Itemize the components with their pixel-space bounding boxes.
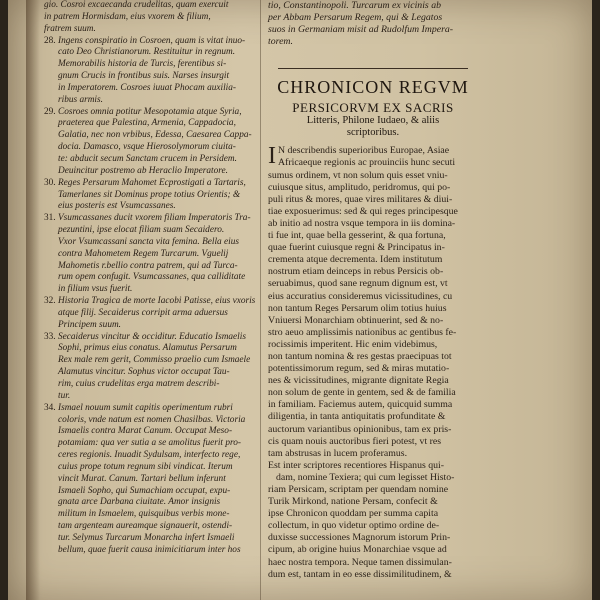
body-line: duxisse successiones Magnorum istorum Prin-: [268, 532, 451, 544]
toc-entry: [44, 296, 256, 332]
toc-entry-line: atque filij. Secaiderus corripit arma aduersus: [58, 307, 228, 318]
body-line: quae fuerint cuiusque regni & Principatus in-: [268, 242, 445, 254]
body-line: auctorum variantibus opinionibus, tam ex pris-: [268, 423, 452, 435]
toc-entry-line: coloris, vnde natum est nomen Chasilbas. Victoria: [58, 414, 246, 425]
toc-entry: [44, 213, 256, 296]
toc-entry-text: Ismael nouum sumit capitis operimentum rubri: [58, 402, 233, 413]
body-line: Est inter scriptores recentiores Hispanus qui-: [268, 459, 445, 471]
right-top-line: suos in Germaniam misit ad Rudolfum Impera-: [268, 24, 454, 36]
chronicon-title-block: [268, 68, 478, 139]
toc-entry-line: Ismaeli Sopho, qui Sumachiam occupat, expu-: [58, 485, 231, 496]
toc-entry-number: 31.: [44, 213, 56, 224]
body-line: tiae exposuerimus: sed & qui reges principesque: [268, 205, 458, 217]
toc-entry-line: docia. Damasco, vsque Hierosolymorum ciuita-: [58, 142, 236, 153]
toc-entry-number: 32.: [44, 296, 56, 307]
toc-entry-text: Ingens conspiratio in Cosroen, quam is vitat inuo-: [58, 35, 246, 46]
toc-entry-number: 29.: [44, 106, 56, 117]
toc-entry-line: [44, 213, 256, 225]
body-line: ab initio ad nostra vsque tempora in iis domina-: [268, 217, 456, 229]
toc-entry: [44, 177, 256, 214]
right-top-line: per Abbam Persarum Regem, qui & Legatos: [268, 12, 443, 24]
toc-entry-line: eius posteris est Vsumcassanes.: [58, 201, 176, 212]
body-line: crementa atque decrementa. Idem institutum: [268, 254, 443, 266]
body-line: N describendis superioribus Europae, Asiae: [278, 145, 450, 157]
toc-entry-line: cato Deo Christianorum. Restituitur in regnum.: [58, 47, 236, 58]
left-top-line: fratrem suum.: [44, 23, 96, 34]
body-line: stro aeuo amplissimis nationibus ac gentibus fe-: [268, 326, 457, 338]
toc-entry-line: in Imperatorem. Cosroes iuuat Phocam auxilia-: [58, 82, 236, 93]
body-line: ipse Chronicon quoddam per summa capita: [268, 508, 439, 520]
toc-entry-text: Secaiderus vincitur & occiditur. Educatio Ismaelis: [58, 331, 246, 342]
book-page: [8, 0, 592, 600]
toc-entry-line: Tamerlanes sit Dominus prope totius Orientis; &: [58, 189, 241, 200]
toc-entry-line: te: abducit secum Sanctam crucem in Persidem.: [58, 153, 237, 164]
right-top-line: torem.: [268, 36, 293, 48]
body-line: in familiam. Faciemus autem, quicquid summa: [268, 399, 453, 411]
toc-entry-text: Historia Tragica de morte Iacobi Patisse, eius vxoris: [58, 296, 256, 307]
toc-entry-text: Reges Persarum Mahomet Ecprostigati a Tartaris,: [58, 177, 246, 188]
toc-entry-line: militum in Ismaelem, quisquibus verbis mone-: [58, 509, 230, 520]
body-line: seruabimus, quod sane regnum dignum est, vt: [268, 278, 448, 290]
toc-entry-line: Galatia, nec non vrbibus, Edessa, Caesarea Cappa-: [58, 130, 252, 141]
body-line: cipum, ab origine huius Monarchiae vsque ad: [268, 544, 447, 556]
body-line: cuiusque situs, amplitudo, peridromus, qui po-: [268, 181, 451, 193]
toc-entry-line: [44, 35, 256, 48]
body-line: dum est, tantam in eo esse dissimilitudinem, &: [268, 568, 452, 580]
title-line-3: Litteris, Philone Iudaeo, & aliis: [306, 115, 440, 127]
right-top-text: [268, 0, 478, 48]
body-line: non tantum nomina & res gestas praecipuas tot: [268, 350, 452, 362]
body-line: non tantum Reges Persarum olim totius huius: [268, 302, 447, 314]
toc-entry-line: [44, 402, 256, 415]
toc-entry-line: Rex male rem gerit, Commisso praelio cum Ismaele: [58, 355, 251, 366]
toc-entry-line: Mahometis r.bellio contra patrem, qui ad Turca-: [58, 260, 238, 271]
toc-entry-line: gnum Crucis in frontibus suis. Narses insurgit: [58, 71, 230, 82]
toc-entry-line: tam argenteam aureamque signauerit, ostendi-: [58, 521, 233, 532]
toc-entry-line: Sophi, primus eius conatus. Alamutus Persarum: [58, 343, 237, 354]
drop-cap: I: [268, 143, 276, 170]
toc-entry-line: rim, cuius crudelitas erga matrem describi-: [58, 379, 220, 389]
right-column: [268, 0, 478, 581]
body-line: puli ritus & mores, quae vires militares & diui-: [268, 193, 453, 205]
body-line: non solum de gente in gentem, sed & de familia: [268, 387, 456, 399]
toc-entry-line: ceres regionis. Inuadit Sydulsam, interfecto rege,: [58, 450, 241, 461]
toc-entry-line: [44, 106, 256, 119]
body-line: rocissimis imperitent. Hic enim videbimus,: [268, 338, 438, 350]
toc-entry-line: tur. Selymus Turcarum Monarcha infert Ismaeli: [58, 532, 235, 543]
body-line: potentissimorum regum, sed & miras mutatio-: [268, 363, 450, 375]
toc-entry-line: Alamutus vincitur. Sophus victor occupat Tau-: [58, 367, 230, 378]
toc-entry-line: Vxor Vsumcassani sancta vita femina. Bella eius: [58, 236, 240, 247]
toc-entry-line: [44, 296, 256, 308]
chronicon-body: [268, 145, 478, 580]
body-line: eius accuratius consideremus vicissitudines, cu: [268, 290, 453, 302]
right-top-line: tio, Constantinopoli. Turcarum ex vicinis ab: [268, 0, 441, 11]
body-line: diligentia, in tanta antiquitatis profunditate &: [268, 411, 446, 423]
body-line: Africaeque regionis ac prouinciis hunc secuti: [278, 157, 456, 169]
toc-entry-line: [44, 177, 256, 190]
body-line: nes & vicissitudines, migrante dignitate Regia: [268, 375, 449, 387]
toc-entry-line: Ismaelis contra Marat Canum. Occupat Meso-: [58, 426, 233, 437]
toc-entry-line: rum opem confugit. Vsumcassanes, qua calliditate: [58, 272, 246, 283]
toc-entry-line: Deuincitur postremo ab Heraclio Imperatore.: [58, 165, 228, 176]
body-line: cis quam nouis auctoribus fieri potest, vt res: [268, 435, 442, 447]
toc-entry-line: gnata arce Darbana ciuitate. Amor insignis: [58, 497, 221, 508]
toc-entry: [44, 35, 256, 107]
body-line: tam abstrusas in lucem proferamus.: [268, 447, 408, 459]
body-line: nostrum etiam deinceps in rebus Persicis ob-: [268, 266, 444, 278]
left-top-line: in patrem Hormisdam, eius vxorem & filium,: [44, 11, 211, 22]
toc-entry-line: Principem suum.: [58, 319, 122, 330]
column-divider: [260, 0, 261, 600]
body-line: dam, nomine Texiera; qui cum legisset Histo-: [276, 471, 455, 483]
toc-entry: [44, 402, 256, 557]
toc-entry-line: potamiam: qua ver sutia a se amolitus fuerit pro-: [58, 438, 242, 449]
toc-entry: [44, 106, 256, 178]
toc-entry: [44, 331, 256, 403]
body-line: sumus ordinem, vt non solum quis esset vniu-: [268, 169, 448, 181]
toc-entry-line: praeterea que Palestina, Armenia, Cappadocia,: [58, 118, 236, 129]
title-line-1: CHRONICON REGVM: [277, 77, 469, 98]
body-line: collectum, in quo videtur optimo ordine de-: [268, 520, 440, 532]
body-line: Vniuersi Monarchiam obtinuerint, sed & no-: [268, 314, 444, 326]
left-column: [44, 0, 256, 557]
body-line: riam Persicam, scriptam per quendam nomine: [268, 484, 449, 495]
toc-entry-line: [44, 331, 256, 344]
toc-entry-number: 34.: [44, 402, 56, 413]
toc-entry-text: Vsumcassanes ducit vxorem filiam Imperatoris Tra-: [58, 213, 251, 224]
toc-entry-line: in filium vsus fuerit.: [58, 284, 133, 295]
title-line-2: PERSICORVM EX SACRIS: [292, 100, 454, 116]
toc-entry-line: bellum, quae fuerit causa inimicitiarum inter hos: [58, 544, 241, 555]
toc-entry-number: 33.: [44, 331, 56, 342]
toc-entry-number: 30.: [44, 177, 56, 188]
body-line: ti fue int, quae bella gesserint, & qua fortuna,: [268, 230, 446, 242]
left-top-line: gio. Cosroi excaecanda crudelitas, quam exercuit: [44, 0, 229, 10]
toc-entry-line: contra Mahometem Regem Turcarum. Vguelij: [58, 248, 229, 259]
toc-entry-text: Cosroes omnia potitur Mesopotamia atque Syria,: [58, 106, 242, 117]
toc-entry-line: pezuntini, ipse elocat filiam suam Secaidero.: [58, 225, 225, 236]
toc-entry-line: cuius prope totum regnum sibi vindicat. Iterum: [58, 461, 233, 472]
body-line: haec nostra tempora. Neque tamen dissimulan-: [268, 556, 452, 568]
toc-entry-line: ribus armis.: [58, 94, 103, 105]
toc-entry-line: Memorabilis historia de Turcis, ferentibus si-: [58, 59, 227, 70]
toc-entry-line: vincit Murat. Canum. Tartari bellum inferunt: [58, 473, 226, 484]
title-line-4: scriptoribus.: [346, 127, 400, 139]
page-gutter-shadow: [26, 0, 40, 600]
title-rule: [278, 68, 468, 69]
toc-entry-number: 28.: [44, 35, 56, 46]
toc-entry-line: tur.: [58, 390, 71, 401]
body-line: Turik Mirkond, natione Persam, confecit &: [268, 496, 438, 508]
